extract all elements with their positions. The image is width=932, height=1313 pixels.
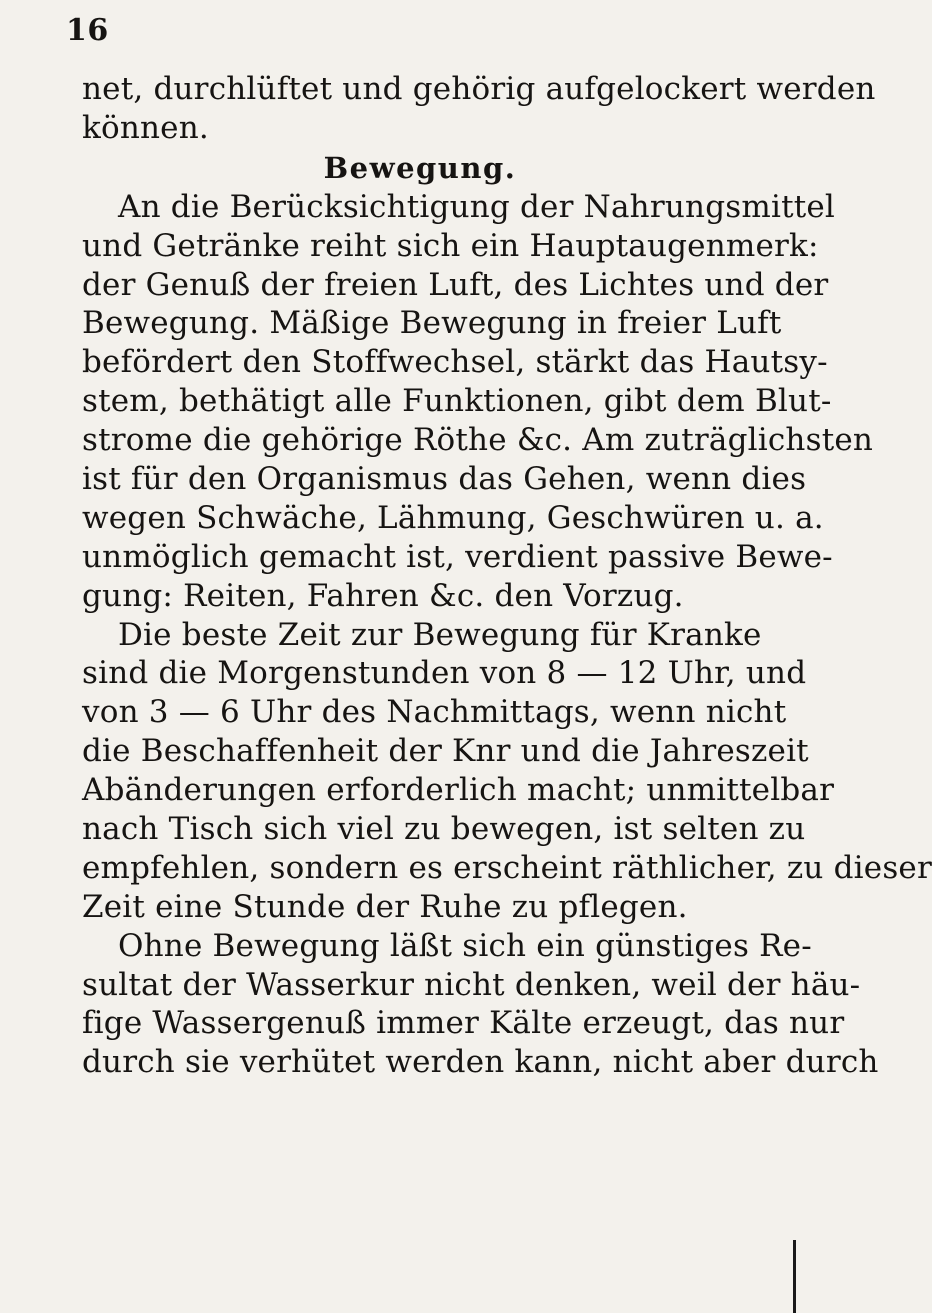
page-number: 16 <box>66 13 109 48</box>
text-line: nach Tisch sich viel zu bewegen, ist selten zu <box>82 811 806 848</box>
text-line: die Beschaffenheit der Knr und die Jahreszeit <box>82 733 809 770</box>
text-line: fige Wassergenuß immer Kälte erzeugt, das nur <box>82 1005 845 1042</box>
text-line: unmöglich gemacht ist, verdient passive Bewe- <box>82 538 833 575</box>
text-line: der Genuß der freien Luft, des Lichtes und der <box>82 266 829 303</box>
text-line: durch sie verhütet werden kann, nicht aber durch <box>82 1044 879 1081</box>
text-line: wegen Schwäche, Lähmung, Geschwüren u. a. <box>82 499 824 536</box>
text-line: Ohne Bewegung läßt sich ein günstiges Re- <box>118 927 812 964</box>
text-line: Bewegung. Mäßige Bewegung in freier Luft <box>82 305 782 342</box>
text-line: An die Berücksichtigung der Nahrungsmittel <box>118 188 836 225</box>
section-heading: Bewegung. <box>323 150 517 185</box>
text-line: und Getränke reiht sich ein Hauptaugenmerk: <box>82 227 819 264</box>
text-line: empfehlen, sondern es erscheint räthlicher, zu dieser <box>82 849 932 886</box>
text-line: sind die Morgenstunden von 8 — 12 Uhr, und <box>82 655 807 692</box>
text-line: Zeit eine Stunde der Ruhe zu pflegen. <box>82 888 688 925</box>
text-line: von 3 — 6 Uhr des Nachmittags, wenn nicht <box>82 694 787 731</box>
text-line: Abänderungen erforderlich macht; unmittelbar <box>82 772 835 809</box>
body-text <box>82 70 932 1082</box>
text-line: Die beste Zeit zur Bewegung für Kranke <box>118 616 762 653</box>
text-line: stem, bethätigt alle Funktionen, gibt dem Blut- <box>82 383 832 420</box>
text-line: können. <box>82 109 209 146</box>
text-line: ist für den Organismus das Gehen, wenn dies <box>82 461 807 498</box>
text-line: befördert den Stoffwechsel, stärkt das Hautsy- <box>82 344 828 381</box>
text-line: sultat der Wasserkur nicht denken, weil der häu- <box>82 966 861 1003</box>
text-line: strome die gehörige Röthe &c. Am zuträglichsten <box>82 422 874 459</box>
page-edge-mark <box>793 1240 796 1313</box>
text-line: net, durchlüftet und gehörig aufgelockert werden <box>82 71 876 107</box>
text-line: gung: Reiten, Fahren &c. den Vorzug. <box>82 577 684 614</box>
